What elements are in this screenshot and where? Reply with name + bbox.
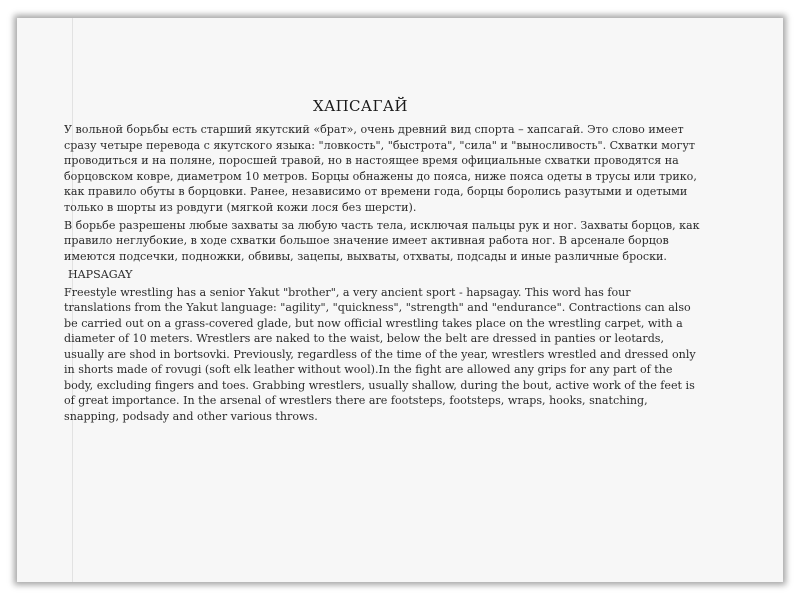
paragraph-russian-intro: У вольной борьбы есть старший якутский «брат», очень древний вид спорта – хапсагай. Это слово имеет сразу четыре перевода с якутского языка: "ловкость", "быстрота", "сила" и "выносливость". Схватки могут проводиться и на поляне, поросшей травой, но в настоящее время официальные схватки проводятся на борцовском ковре, диаметром 10 метров. Борцы обнажены до пояса, ниже пояса одеты в трусы или трико, как правило обуты в борцовки. Ранее, независимо от времени года, борцы боролись разутыми и одетыми только в шорты из ровдуги (мягкой кожи лося без шерсти).: [64, 123, 697, 214]
paragraph-english: Freestyle wrestling has a senior Yakut "brother", a very ancient sport - hapsagay. This word has four translations from the Yakut language: "agility", "quickness", "strength" and "endurance". Contractions can also be carried out on a grass-covered glade, but now official wrestling takes place on the wrestling carpet, with a diameter of 10 meters. Wrestlers are naked to the waist, below the belt are dressed in panties or leotards, usually are shod in bortsovki. Previously, regardless of the time of the year, wrestlers wrestled and dressed only in shorts made of rovugi (soft elk leather without wool).In the fight are allowed any grips for any part of the body, excluding fingers and toes. Grabbing wrestlers, usually shallow, during the bout, active work of the feet is of great importance. In the arsenal of wrestlers there are footsteps, footsteps, wraps, hooks, snatching, snapping, podsady and other various throws.: [64, 285, 696, 423]
english-subtitle: HAPSAGAY: [68, 267, 133, 281]
paragraph-russian-grips: В борьбе разрешены любые захваты за любую часть тела, исключая пальцы рук и ног. Захваты борцов, как правило неглубокие, в ходе схватки большое значение имеет активная работа ног. В арсенале борцов имеются подсечки, подножки, обвивы, зацепы, выхваты, отхваты, подсады и иные различные броски.: [64, 218, 700, 263]
slide-body: [64, 122, 700, 427]
slide-title: ХАПСАГАЙ: [313, 97, 408, 115]
